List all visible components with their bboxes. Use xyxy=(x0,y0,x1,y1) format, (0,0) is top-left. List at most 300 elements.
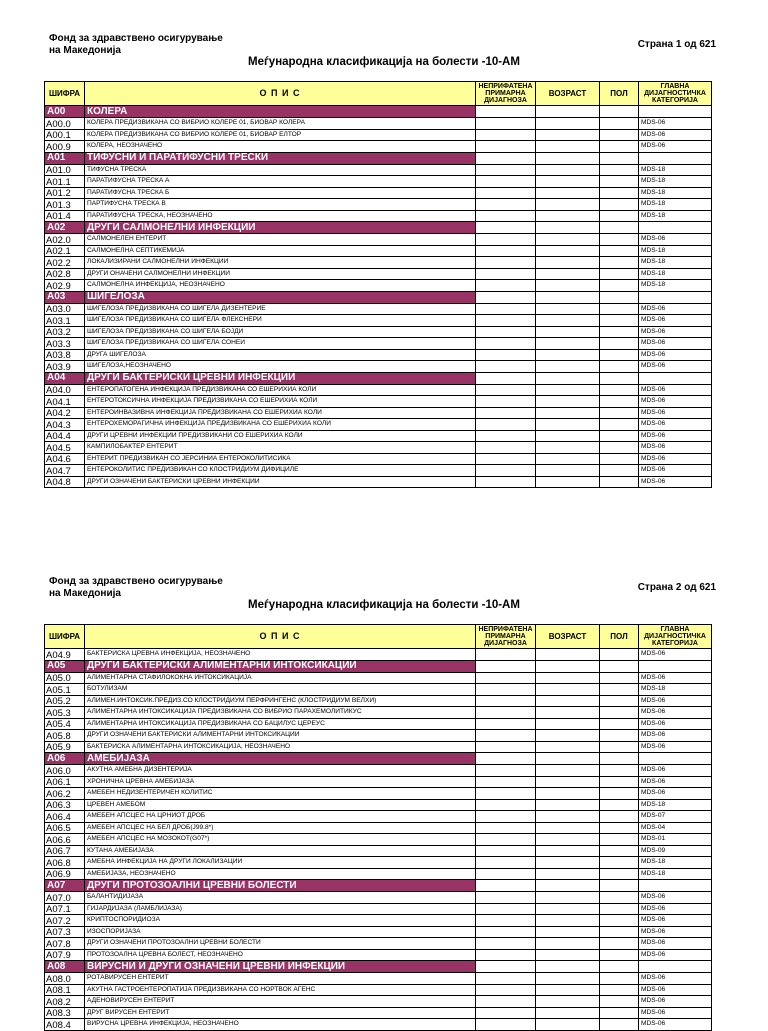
unaccepted-primary-cell xyxy=(476,303,536,315)
table-row xyxy=(45,245,712,257)
classification-table xyxy=(44,81,712,488)
table-row xyxy=(45,407,712,419)
sex-cell xyxy=(600,419,639,431)
header-description: О П И С xyxy=(85,82,476,106)
sex-cell xyxy=(600,857,639,869)
sex-cell xyxy=(600,442,639,454)
unaccepted-primary-cell xyxy=(476,868,536,880)
sex-cell xyxy=(600,257,639,269)
code-cell: A04.6 xyxy=(45,453,85,465)
sex-cell xyxy=(600,938,639,950)
sex-cell xyxy=(600,326,639,338)
sex-cell xyxy=(600,984,639,996)
description-cell: САЛМОНЕЛНА СЕПТИКЕМИЈА xyxy=(85,245,476,257)
unaccepted-primary-cell xyxy=(476,741,536,753)
description-cell: ДРУГИ БАКТЕРИСКИ ЦРЕВНИ ИНФЕКЦИИ xyxy=(85,372,476,384)
age-cell xyxy=(536,453,600,465)
unaccepted-primary-cell xyxy=(476,1019,536,1031)
description-cell: САЛМОНЕЛНА ИНФЕКЦИЈА, НЕОЗНАЧЕНО xyxy=(85,280,476,292)
description-cell: ДРУГИ ОЗНАЧЕНИ ПРОТОЗОАЛНИ ЦРЕВНИ БОЛЕСТИ xyxy=(85,938,476,950)
category-cell: MDS-18 xyxy=(639,280,712,292)
category-cell: MDS-06 xyxy=(639,765,712,777)
age-cell xyxy=(536,811,600,823)
code-cell: A00.0 xyxy=(45,118,85,130)
sex-cell xyxy=(600,234,639,246)
description-cell: ЕНТЕРОПАТОГЕНА ИНФЕКЦИЈА ПРЕДИЗВИКАНА СО ЕШЕРИХИА КОЛИ xyxy=(85,384,476,396)
unaccepted-primary-cell xyxy=(476,152,536,164)
table-row xyxy=(45,199,712,211)
code-cell: A07.3 xyxy=(45,926,85,938)
description-cell: ТИФУСНА ТРЕСКА xyxy=(85,164,476,176)
sex-cell xyxy=(600,372,639,384)
code-cell: A04.4 xyxy=(45,430,85,442)
sex-cell xyxy=(600,660,639,672)
table-row xyxy=(45,430,712,442)
org-line-2: на Македонија xyxy=(49,45,121,56)
category-cell xyxy=(639,753,712,765)
age-cell xyxy=(536,338,600,350)
header-unaccepted-primary: НЕПРИФАТЕНА ПРИМАРНА ДИЈАГНОЗА xyxy=(476,82,536,106)
org-line-2: на Македонија xyxy=(49,588,121,599)
sex-cell xyxy=(600,176,639,188)
category-cell: MDS-06 xyxy=(639,129,712,141)
code-cell: A07.9 xyxy=(45,949,85,961)
sex-cell xyxy=(600,996,639,1008)
age-cell xyxy=(536,880,600,892)
unaccepted-primary-cell xyxy=(476,453,536,465)
description-cell: ЕНТЕРОИНВАЗИВНА ИНФЕКЦИЈА ПРЕДИЗВИКАНА СО ЕШЕРИХИА КОЛИ xyxy=(85,407,476,419)
description-cell: ШИГЕЛОЗА ПРЕДИЗВИКАНА СО ШИГЕЛА ДИЗЕНТЕРИЕ xyxy=(85,303,476,315)
code-cell: A00 xyxy=(45,106,85,118)
code-cell: A02 xyxy=(45,222,85,234)
sex-cell xyxy=(600,776,639,788)
table-row xyxy=(45,349,712,361)
table-row xyxy=(45,949,712,961)
code-cell: A05.0 xyxy=(45,672,85,684)
category-cell xyxy=(639,106,712,118)
age-cell xyxy=(536,430,600,442)
sex-cell xyxy=(600,1019,639,1031)
header-description: О П И С xyxy=(85,625,476,649)
unaccepted-primary-cell xyxy=(476,291,536,303)
table-row xyxy=(45,857,712,869)
table-row xyxy=(45,845,712,857)
age-cell xyxy=(536,857,600,869)
age-cell xyxy=(536,407,600,419)
unaccepted-primary-cell xyxy=(476,996,536,1008)
code-cell: A03.9 xyxy=(45,361,85,373)
sex-cell xyxy=(600,280,639,292)
category-cell: MDS-06 xyxy=(639,730,712,742)
description-cell: АМЕБЕН АПСЦЕС НА ЦРНИОТ ДРОБ xyxy=(85,811,476,823)
unaccepted-primary-cell xyxy=(476,649,536,661)
category-cell xyxy=(639,880,712,892)
age-cell xyxy=(536,845,600,857)
unaccepted-primary-cell xyxy=(476,338,536,350)
table-row xyxy=(45,649,712,661)
code-cell: A06.6 xyxy=(45,834,85,846)
code-cell: A04.3 xyxy=(45,419,85,431)
table-row xyxy=(45,718,712,730)
code-cell: A06.4 xyxy=(45,811,85,823)
category-cell: MDS-07 xyxy=(639,811,712,823)
age-cell xyxy=(536,210,600,222)
code-cell: A01.3 xyxy=(45,199,85,211)
code-cell: A08.4 xyxy=(45,1019,85,1031)
sex-cell xyxy=(600,187,639,199)
description-cell: ДРУГИ ОНАЧЕНИ САЛМОНЕЛНИ ИНФЕКЦИИ xyxy=(85,268,476,280)
category-cell xyxy=(639,372,712,384)
code-cell: A06.1 xyxy=(45,776,85,788)
table-row xyxy=(45,453,712,465)
code-cell: A04 xyxy=(45,372,85,384)
page-number: Страна 2 од 621 xyxy=(637,582,716,593)
table-row xyxy=(45,730,712,742)
group-row xyxy=(45,152,712,164)
category-cell: MDS-06 xyxy=(639,1019,712,1031)
sex-cell xyxy=(600,961,639,973)
unaccepted-primary-cell xyxy=(476,695,536,707)
category-cell: MDS-06 xyxy=(639,430,712,442)
code-cell: A05.1 xyxy=(45,684,85,696)
table-row xyxy=(45,984,712,996)
table-row xyxy=(45,141,712,153)
description-cell: АКУТНА АМЕБНА ДИЗЕНТЕРИЈА xyxy=(85,765,476,777)
description-cell: БОТУЛИЗАМ xyxy=(85,684,476,696)
table-row xyxy=(45,396,712,408)
age-cell xyxy=(536,291,600,303)
sex-cell xyxy=(600,799,639,811)
code-cell: A04.7 xyxy=(45,465,85,477)
table-row xyxy=(45,234,712,246)
description-cell: ПАРАТИФУСНА ТРЕСКА А xyxy=(85,176,476,188)
category-cell: MDS-18 xyxy=(639,164,712,176)
table-row xyxy=(45,384,712,396)
description-cell: ДРУГИ ОЗНАЧЕНИ БАКТЕРИСКИ АЛИМЕНТАРНИ ИНТОКСИКАЦИИ xyxy=(85,730,476,742)
age-cell xyxy=(536,349,600,361)
age-cell xyxy=(536,384,600,396)
table-row xyxy=(45,811,712,823)
org-line-1: Фонд за здравствено осигурување xyxy=(49,576,223,587)
category-cell: MDS-06 xyxy=(639,396,712,408)
code-cell: A03.1 xyxy=(45,315,85,327)
category-cell: MDS-06 xyxy=(639,788,712,800)
code-cell: A02.1 xyxy=(45,245,85,257)
unaccepted-primary-cell xyxy=(476,268,536,280)
age-cell xyxy=(536,996,600,1008)
age-cell xyxy=(536,695,600,707)
code-cell: A08.0 xyxy=(45,973,85,985)
description-cell: ШИГЕЛОЗА ПРЕДИЗВИКАНА СО ШИГЕЛА ФЛЕКСНЕРИ xyxy=(85,315,476,327)
age-cell xyxy=(536,949,600,961)
description-cell: ДРУГИ ПРОТОЗОАЛНИ ЦРЕВНИ БОЛЕСТИ xyxy=(85,880,476,892)
category-cell: MDS-06 xyxy=(639,476,712,488)
description-cell: КОЛЕРА ПРЕДИЗВИКАНА СО ВИБРИО КОЛЕРЕ 01, БИОВАР ЕЛТОР xyxy=(85,129,476,141)
table-row xyxy=(45,326,712,338)
age-cell xyxy=(536,961,600,973)
description-cell: АЛИМЕНТАРНА ИНТОКСИКАЦИЈА ПРЕДИЗВИКАНА СО ВИБРИО ПАРАХЕМОЛИТИКУС xyxy=(85,707,476,719)
table-row xyxy=(45,868,712,880)
code-cell: A03.2 xyxy=(45,326,85,338)
description-cell: ШИГЕЛОЗА,НЕОЗНАЧЕНО xyxy=(85,361,476,373)
age-cell xyxy=(536,660,600,672)
sex-cell xyxy=(600,407,639,419)
code-cell: A04.8 xyxy=(45,476,85,488)
description-cell: ЦРЕВЕН АМЕБОМ xyxy=(85,799,476,811)
code-cell: A03.3 xyxy=(45,338,85,350)
age-cell xyxy=(536,396,600,408)
code-cell: A00.1 xyxy=(45,129,85,141)
description-cell: ДРУГИ ОЗНАЧЕНИ БАКТЕРИСКИ ЦРЕВНИ ИНФЕКЦИИ xyxy=(85,476,476,488)
unaccepted-primary-cell xyxy=(476,210,536,222)
sex-cell xyxy=(600,822,639,834)
category-cell: MDS-18 xyxy=(639,799,712,811)
code-cell: A08.3 xyxy=(45,1007,85,1019)
age-cell xyxy=(536,1007,600,1019)
age-cell xyxy=(536,280,600,292)
age-cell xyxy=(536,753,600,765)
category-cell: MDS-06 xyxy=(639,695,712,707)
category-cell: MDS-06 xyxy=(639,926,712,938)
code-cell: A02.0 xyxy=(45,234,85,246)
description-cell: ЕНТЕРИТ ПРЕДИЗВИКАН СО ЈЕРСИНИА ЕНТЕРОКОЛИТИСИКА xyxy=(85,453,476,465)
age-cell xyxy=(536,245,600,257)
code-cell: A04.9 xyxy=(45,649,85,661)
age-cell xyxy=(536,926,600,938)
table-row xyxy=(45,164,712,176)
group-row xyxy=(45,222,712,234)
category-cell: MDS-06 xyxy=(639,234,712,246)
sex-cell xyxy=(600,453,639,465)
age-cell xyxy=(536,372,600,384)
unaccepted-primary-cell xyxy=(476,834,536,846)
age-cell xyxy=(536,707,600,719)
description-cell: АМЕБЕН АПСЦЕС НА БЕЛ ДРОБ(Ј99.8*) xyxy=(85,822,476,834)
unaccepted-primary-cell xyxy=(476,407,536,419)
sex-cell xyxy=(600,973,639,985)
unaccepted-primary-cell xyxy=(476,315,536,327)
description-cell: ДРУГИ ЦРЕВНИ ИНФЕКЦИИ ПРЕДИЗВИКАНИ СО ЕШЕРИХИА КОЛИ xyxy=(85,430,476,442)
description-cell: ЕНТЕРОТОКСИЧНА ИНФЕКЦИЈА ПРЕДИЗВИКАНА СО ЕШЕРИХИА КОЛИ xyxy=(85,396,476,408)
unaccepted-primary-cell xyxy=(476,730,536,742)
table-row xyxy=(45,672,712,684)
description-cell: ПАРАТИФУСНА ТРЕСКА, НЕОЗНАЧЕНО xyxy=(85,210,476,222)
unaccepted-primary-cell xyxy=(476,106,536,118)
sex-cell xyxy=(600,291,639,303)
table-row xyxy=(45,938,712,950)
code-cell: A08 xyxy=(45,961,85,973)
sex-cell xyxy=(600,384,639,396)
group-row xyxy=(45,961,712,973)
age-cell xyxy=(536,915,600,927)
sex-cell xyxy=(600,210,639,222)
group-row xyxy=(45,291,712,303)
table-row xyxy=(45,1019,712,1031)
group-row xyxy=(45,372,712,384)
header-age: ВОЗРАСТ xyxy=(536,625,600,649)
category-cell: MDS-18 xyxy=(639,257,712,269)
category-cell: MDS-06 xyxy=(639,361,712,373)
sex-cell xyxy=(600,649,639,661)
description-cell: КОЛЕРА xyxy=(85,106,476,118)
sex-cell xyxy=(600,788,639,800)
table-row xyxy=(45,118,712,130)
age-cell xyxy=(536,326,600,338)
age-cell xyxy=(536,730,600,742)
org-line-1: Фонд за здравствено осигурување xyxy=(49,33,223,44)
sex-cell xyxy=(600,118,639,130)
age-cell xyxy=(536,152,600,164)
header-diagnostic-category: ГЛАВНА ДИЈАГНОСТИЧКА КАТЕГОРИЈА xyxy=(639,82,712,106)
age-cell xyxy=(536,1019,600,1031)
unaccepted-primary-cell xyxy=(476,164,536,176)
category-cell: MDS-06 xyxy=(639,649,712,661)
age-cell xyxy=(536,465,600,477)
unaccepted-primary-cell xyxy=(476,245,536,257)
category-cell: MDS-06 xyxy=(639,903,712,915)
age-cell xyxy=(536,984,600,996)
sex-cell xyxy=(600,892,639,904)
sex-cell xyxy=(600,396,639,408)
unaccepted-primary-cell xyxy=(476,372,536,384)
description-cell: КАМПИЛОБАКТЕР ЕНТЕРИТ xyxy=(85,442,476,454)
code-cell: A07.2 xyxy=(45,915,85,927)
table-row xyxy=(45,361,712,373)
code-cell: A01.2 xyxy=(45,187,85,199)
table-row xyxy=(45,280,712,292)
unaccepted-primary-cell xyxy=(476,938,536,950)
category-cell: MDS-06 xyxy=(639,338,712,350)
unaccepted-primary-cell xyxy=(476,857,536,869)
description-cell: ВИРУСНИ И ДРУГИ ОЗНАЧЕНИ ЦРЕВНИ ИНФЕКЦИИ xyxy=(85,961,476,973)
category-cell: MDS-06 xyxy=(639,1007,712,1019)
unaccepted-primary-cell xyxy=(476,788,536,800)
table-row xyxy=(45,707,712,719)
sex-cell xyxy=(600,753,639,765)
sex-cell xyxy=(600,684,639,696)
code-cell: A07.8 xyxy=(45,938,85,950)
age-cell xyxy=(536,776,600,788)
age-cell xyxy=(536,106,600,118)
unaccepted-primary-cell xyxy=(476,926,536,938)
unaccepted-primary-cell xyxy=(476,465,536,477)
category-cell: MDS-06 xyxy=(639,419,712,431)
description-cell: АЛИМЕНТАРНА ИНТОКСИКАЦИЈА ПРЕДИЗВИКАНА СО БАЦИЛУС ЦЕРЕУС xyxy=(85,718,476,730)
unaccepted-primary-cell xyxy=(476,361,536,373)
code-cell: A06.3 xyxy=(45,799,85,811)
description-cell: ШИГЕЛОЗА ПРЕДИЗВИКАНА СО ШИГЕЛА СОНЕИ xyxy=(85,338,476,350)
unaccepted-primary-cell xyxy=(476,973,536,985)
age-cell xyxy=(536,938,600,950)
category-cell: MDS-01 xyxy=(639,834,712,846)
organization-name xyxy=(49,33,223,57)
category-cell: MDS-06 xyxy=(639,996,712,1008)
age-cell xyxy=(536,176,600,188)
sex-cell xyxy=(600,707,639,719)
category-cell: MDS-18 xyxy=(639,210,712,222)
unaccepted-primary-cell xyxy=(476,672,536,684)
classification-table xyxy=(44,624,712,1031)
code-cell: A06.8 xyxy=(45,857,85,869)
age-cell xyxy=(536,199,600,211)
age-cell xyxy=(536,222,600,234)
table-row xyxy=(45,476,712,488)
category-cell: MDS-18 xyxy=(639,684,712,696)
description-cell: ЕНТЕРОХЕМОРАГИЧНА ИНФЕКЦИЈА ПРЕДИЗВИКАНА СО ЕШЕРИХИА КОЛИ xyxy=(85,419,476,431)
description-cell: ДРУГ ВИРУСЕН ЕНТЕРИТ xyxy=(85,1007,476,1019)
unaccepted-primary-cell xyxy=(476,811,536,823)
header-sex: ПОЛ xyxy=(600,625,639,649)
age-cell xyxy=(536,361,600,373)
unaccepted-primary-cell xyxy=(476,799,536,811)
category-cell: MDS-06 xyxy=(639,141,712,153)
description-cell: БАЛАНТИДИЈАЗА xyxy=(85,892,476,904)
description-cell: САЛМОНЕЛЕН ЕНТЕРИТ xyxy=(85,234,476,246)
description-cell: ПАРАТИФУСНА ТРЕСКА Б xyxy=(85,187,476,199)
unaccepted-primary-cell xyxy=(476,776,536,788)
description-cell: ДРУГА ШИГЕЛОЗА xyxy=(85,349,476,361)
category-cell: MDS-06 xyxy=(639,718,712,730)
table-row xyxy=(45,419,712,431)
table-row xyxy=(45,799,712,811)
header-code: ШИФРА xyxy=(45,82,85,106)
age-cell xyxy=(536,164,600,176)
age-cell xyxy=(536,799,600,811)
sex-cell xyxy=(600,718,639,730)
category-cell: MDS-06 xyxy=(639,776,712,788)
unaccepted-primary-cell xyxy=(476,176,536,188)
sex-cell xyxy=(600,199,639,211)
unaccepted-primary-cell xyxy=(476,753,536,765)
unaccepted-primary-cell xyxy=(476,349,536,361)
table-row xyxy=(45,915,712,927)
table-row xyxy=(45,996,712,1008)
category-cell: MDS-18 xyxy=(639,199,712,211)
category-cell: MDS-06 xyxy=(639,349,712,361)
sex-cell xyxy=(600,672,639,684)
age-cell xyxy=(536,822,600,834)
table-row xyxy=(45,303,712,315)
sex-cell xyxy=(600,845,639,857)
sex-cell xyxy=(600,868,639,880)
page-number: Страна 1 од 621 xyxy=(637,39,716,50)
table-row xyxy=(45,268,712,280)
category-cell: MDS-06 xyxy=(639,407,712,419)
unaccepted-primary-cell xyxy=(476,118,536,130)
sex-cell xyxy=(600,245,639,257)
description-cell: АКУТНА ГАСТРОЕНТЕРОПАТИЈА ПРЕДИЗВИКАНА СО НОРТВОК АГЕНС xyxy=(85,984,476,996)
code-cell: A02.8 xyxy=(45,268,85,280)
unaccepted-primary-cell xyxy=(476,845,536,857)
code-cell: A01 xyxy=(45,152,85,164)
category-cell: MDS-06 xyxy=(639,118,712,130)
unaccepted-primary-cell xyxy=(476,718,536,730)
age-cell xyxy=(536,868,600,880)
unaccepted-primary-cell xyxy=(476,707,536,719)
table-row xyxy=(45,210,712,222)
table-row xyxy=(45,892,712,904)
code-cell: A04.1 xyxy=(45,396,85,408)
age-cell xyxy=(536,315,600,327)
unaccepted-primary-cell xyxy=(476,961,536,973)
description-cell: АЛИМЕНТАРНА СТАФИЛОКОКНА ИНТОКСИКАЦИЈА xyxy=(85,672,476,684)
category-cell: MDS-06 xyxy=(639,741,712,753)
unaccepted-primary-cell xyxy=(476,442,536,454)
table-row xyxy=(45,176,712,188)
age-cell xyxy=(536,892,600,904)
description-cell: КРИПТОСПОРИДИОЗА xyxy=(85,915,476,927)
description-cell: ИЗОСПОРИЈАЗА xyxy=(85,926,476,938)
